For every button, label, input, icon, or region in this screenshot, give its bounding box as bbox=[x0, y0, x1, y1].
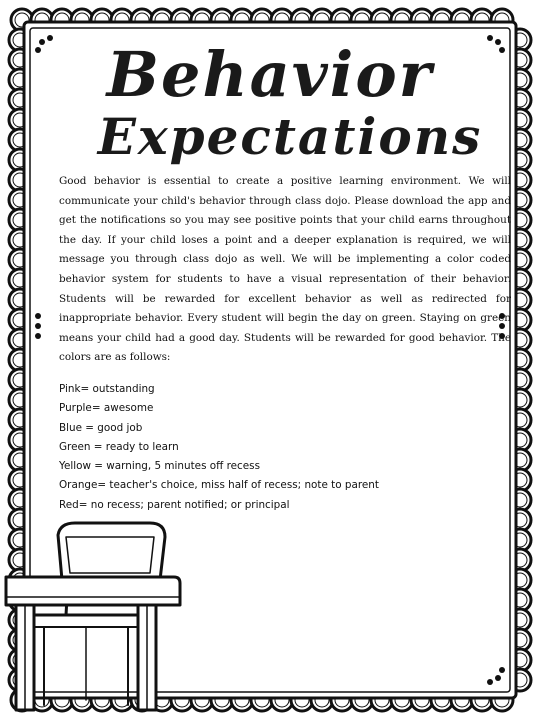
color-item-yellow: Yellow = warning, 5 minutes off recess bbox=[59, 460, 260, 473]
title-expectations: Expectations bbox=[97, 107, 483, 166]
title-behavior: Behavior bbox=[106, 38, 434, 111]
color-list bbox=[59, 380, 511, 515]
color-item-orange: Orange= teacher's choice, miss half of recess; note to parent bbox=[59, 479, 379, 492]
color-item-red: Red= no recess; parent notified; or principal bbox=[59, 498, 290, 511]
content-area bbox=[59, 172, 511, 515]
color-item-blue: Blue = good job bbox=[59, 421, 143, 434]
color-item-pink: Pink= outstanding bbox=[59, 382, 155, 395]
color-item-purple: Purple= awesome bbox=[59, 402, 154, 415]
chair-desk-icon bbox=[0, 515, 190, 715]
color-item-green: Green = ready to learn bbox=[59, 440, 179, 453]
body-paragraph: Good behavior is essential to create a positive learning environment. We will communicate your child's behavior through class dojo. Please download the app and get the notifications so you may see positive points that your child earns throughout the day. If your child loses a point and a deeper explanation is required, we will message you through class dojo as well. We will be implementing a color coded behavior system for students to have a visual representation of their behavior. Students will be rewarded for excellent behavior as well as redirected for inappropriate behavior. Every student will begin the day on green. Staying on green means your child had a good day. Students will be rewarded for good behavior. The colors are as follows: bbox=[59, 175, 511, 364]
